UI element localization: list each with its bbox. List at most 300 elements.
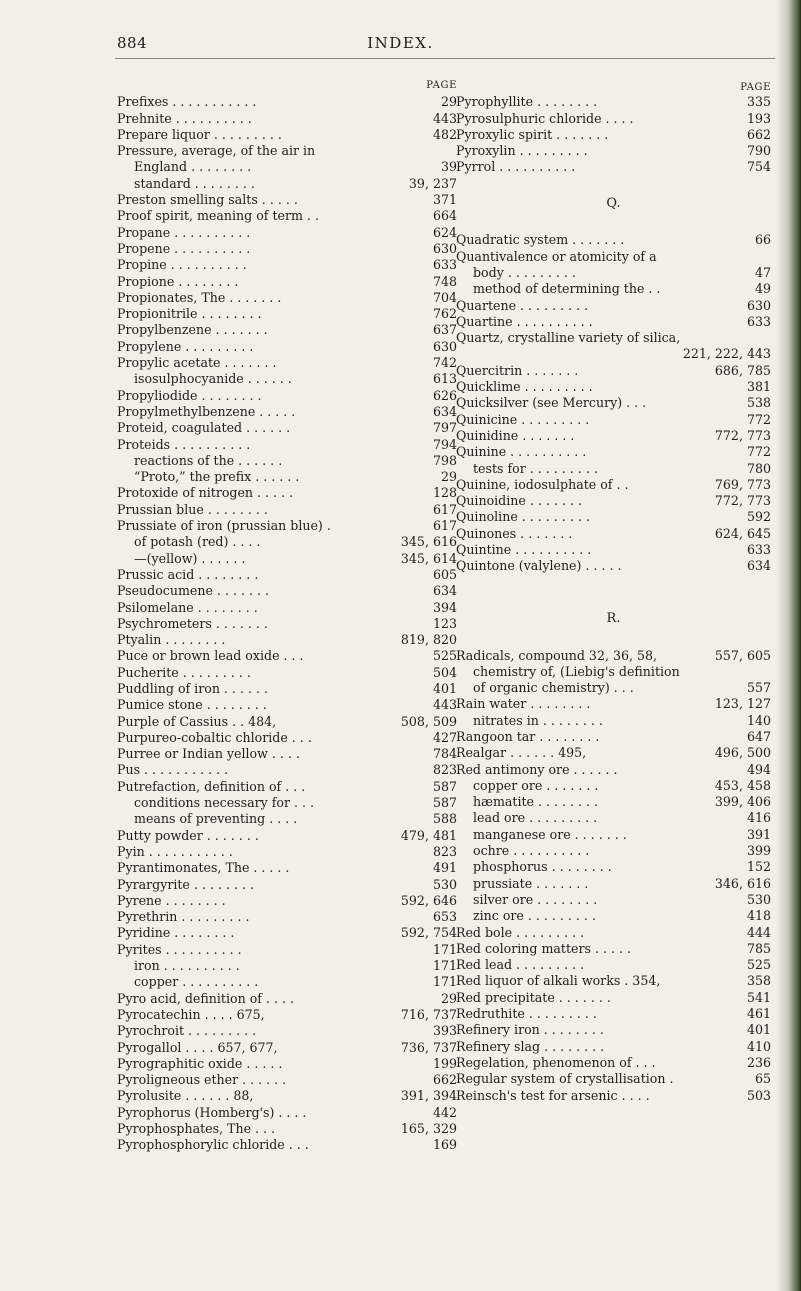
entry-pages: 794 bbox=[432, 436, 457, 452]
index-entry bbox=[456, 542, 771, 558]
entry-term: Refinery slag . . . . . . . . bbox=[456, 1038, 605, 1054]
entry-term: Pyrrol . . . . . . . . . . bbox=[456, 159, 576, 175]
entry-term: Quintone (valylene) . . . . . bbox=[456, 558, 622, 574]
index-entry bbox=[117, 485, 457, 501]
index-entry bbox=[117, 877, 457, 893]
entry-pages: 29 bbox=[440, 990, 457, 1006]
entry-pages: 762 bbox=[432, 306, 457, 322]
entry-pages: 494 bbox=[746, 761, 771, 777]
index-entry bbox=[117, 241, 457, 257]
entry-pages: 525 bbox=[432, 648, 457, 664]
entry-term: lead ore . . . . . . . . . bbox=[473, 810, 598, 826]
entry-term: Prussic acid . . . . . . . . bbox=[117, 566, 259, 582]
book-spine-edge bbox=[777, 0, 801, 1291]
index-entry bbox=[456, 461, 771, 477]
entry-pages: 335 bbox=[746, 94, 771, 110]
entry-pages: 617 bbox=[432, 518, 457, 534]
entry-pages: 503 bbox=[746, 1087, 771, 1103]
entry-pages: 630 bbox=[432, 338, 457, 354]
entry-pages: 140 bbox=[746, 712, 771, 728]
entry-pages: 165, 329 bbox=[400, 1121, 457, 1136]
index-entry bbox=[456, 1022, 771, 1038]
index-entry bbox=[456, 778, 771, 794]
entry-pages: 530 bbox=[432, 876, 457, 892]
entry-term: Rangoon tar . . . . . . . . bbox=[456, 728, 600, 744]
entry-pages: 686, 785 bbox=[714, 362, 771, 378]
entry-pages: 630 bbox=[432, 240, 457, 256]
index-entry bbox=[117, 665, 457, 681]
index-entry bbox=[117, 714, 457, 730]
entry-term: body . . . . . . . . . bbox=[473, 264, 576, 280]
index-entry bbox=[456, 281, 771, 297]
entry-term: Proteids . . . . . . . . . . bbox=[117, 436, 251, 452]
entry-pages: 588 bbox=[432, 811, 457, 827]
entry-term: copper ore . . . . . . . bbox=[473, 777, 599, 793]
entry-pages: 617 bbox=[432, 501, 457, 517]
q-entry-list bbox=[456, 232, 771, 574]
entry-pages: 637 bbox=[432, 322, 457, 338]
entry-term: Quinicine . . . . . . . . . bbox=[456, 411, 590, 427]
entry-term: Realgar . . . . . . 495, bbox=[456, 745, 587, 761]
entry-term: —(yellow) . . . . . . bbox=[134, 550, 246, 566]
entry-term: Propyliodide . . . . . . . . bbox=[117, 387, 262, 403]
index-entry bbox=[117, 616, 457, 632]
entry-term: prussiate . . . . . . . bbox=[473, 875, 589, 891]
index-entry bbox=[456, 990, 771, 1006]
entry-pages: 633 bbox=[432, 257, 457, 273]
entry-term: silver ore . . . . . . . . bbox=[473, 891, 598, 907]
entry-pages: 47 bbox=[754, 264, 771, 280]
index-entry bbox=[117, 94, 457, 110]
entry-pages: 784 bbox=[432, 746, 457, 762]
entry-term: “Proto,” the prefix . . . . . . bbox=[134, 469, 300, 485]
index-entry bbox=[117, 974, 457, 990]
entry-pages: 587 bbox=[432, 778, 457, 794]
index-entry bbox=[117, 958, 457, 974]
index-entry bbox=[117, 274, 457, 290]
entry-term: Prussian blue . . . . . . . . bbox=[117, 501, 268, 517]
index-entry bbox=[117, 502, 457, 518]
entry-pages: 634 bbox=[746, 558, 771, 574]
index-entry bbox=[117, 306, 457, 322]
entry-pages: 401 bbox=[432, 680, 457, 696]
left-entry-list bbox=[117, 94, 457, 1153]
entry-pages: 504 bbox=[432, 664, 457, 680]
entry-term: Propione . . . . . . . . bbox=[117, 273, 239, 289]
entry-pages: 443 bbox=[432, 110, 457, 126]
entry-pages: 345, 616 bbox=[400, 534, 457, 550]
index-entry bbox=[456, 892, 771, 908]
entry-term: Quercitrin . . . . . . . bbox=[456, 362, 579, 378]
entry-pages: 479, 481 bbox=[400, 827, 457, 843]
entry-pages: 772, 773 bbox=[714, 427, 771, 443]
entry-pages: 418 bbox=[746, 908, 771, 924]
index-entry bbox=[456, 428, 771, 444]
index-entry bbox=[117, 469, 457, 485]
entry-term: Quinine, iodosulphate of . . bbox=[456, 476, 629, 492]
r-entry-list bbox=[456, 648, 771, 1104]
index-entry bbox=[117, 339, 457, 355]
entry-term: Regelation, phenomenon of . . . bbox=[456, 1054, 656, 1070]
index-entry bbox=[117, 991, 457, 1007]
entry-pages: 461 bbox=[746, 1006, 771, 1022]
index-entry bbox=[117, 860, 457, 876]
entry-term: Quicksilver (see Mercury) . . . bbox=[456, 395, 647, 411]
entry-pages: 427 bbox=[432, 729, 457, 745]
index-entry bbox=[117, 143, 457, 159]
index-entry bbox=[117, 225, 457, 241]
entry-pages: 442 bbox=[432, 1104, 457, 1120]
index-entry bbox=[117, 762, 457, 778]
index-entry bbox=[117, 697, 457, 713]
entry-pages: 381 bbox=[746, 379, 771, 395]
index-entry bbox=[456, 526, 771, 542]
entry-term: Red coloring matters . . . . . bbox=[456, 940, 632, 956]
index-entry bbox=[117, 730, 457, 746]
entry-pages: 624 bbox=[432, 224, 457, 240]
index-entry bbox=[456, 973, 771, 989]
entry-term: Red lead . . . . . . . . . bbox=[456, 957, 585, 973]
entry-term: Redruthite . . . . . . . . . bbox=[456, 1006, 597, 1022]
entry-term: Propene . . . . . . . . . . bbox=[117, 240, 251, 256]
index-entry bbox=[117, 779, 457, 795]
index-entry bbox=[117, 322, 457, 338]
entry-term: Pyrographitic oxide . . . . . bbox=[117, 1055, 283, 1071]
entry-term: Pyrophorus (Homberg's) . . . . bbox=[117, 1104, 307, 1120]
entry-pages: 123 bbox=[432, 615, 457, 631]
entry-pages: 496, 500 bbox=[714, 745, 771, 761]
index-entry bbox=[456, 648, 771, 664]
entry-pages: 613 bbox=[432, 371, 457, 387]
entry-pages: 736, 737 bbox=[400, 1039, 457, 1055]
page-number: 884 bbox=[117, 34, 148, 52]
index-entry bbox=[456, 346, 771, 362]
entry-term: Pyroxylin . . . . . . . . . bbox=[456, 143, 588, 159]
entry-pages: 592 bbox=[746, 509, 771, 525]
entry-term: Pyrargyrite . . . . . . . . bbox=[117, 876, 254, 892]
entry-pages: 772 bbox=[746, 411, 771, 427]
entry-pages: 399 bbox=[746, 843, 771, 859]
entry-pages: 748 bbox=[432, 273, 457, 289]
entry-pages: 716, 737 bbox=[400, 1006, 457, 1022]
section-heading-q: Q. bbox=[606, 196, 621, 212]
right-column bbox=[456, 78, 771, 1104]
entry-pages: 819, 820 bbox=[400, 632, 457, 648]
entry-term: Red antimony ore . . . . . . bbox=[456, 761, 618, 777]
index-entry bbox=[117, 844, 457, 860]
entry-pages: 785 bbox=[746, 940, 771, 956]
index-entry bbox=[117, 159, 457, 175]
entry-term: Prefixes . . . . . . . . . . . bbox=[117, 94, 257, 110]
entry-pages: 653 bbox=[432, 909, 457, 925]
index-entry bbox=[117, 746, 457, 762]
entry-term: tests for . . . . . . . . . bbox=[473, 460, 598, 476]
entry-term: Protoxide of nitrogen . . . . . bbox=[117, 485, 294, 501]
index-entry bbox=[117, 371, 457, 387]
entry-term: Quadratic system . . . . . . . bbox=[456, 232, 625, 248]
entry-pages: 199 bbox=[432, 1055, 457, 1071]
entry-term: Proof spirit, meaning of term . . bbox=[117, 208, 319, 224]
index-entry bbox=[117, 1007, 457, 1023]
entry-pages: 557 bbox=[746, 680, 771, 696]
entry-term: Pyrogallol . . . . 657, 677, bbox=[117, 1039, 278, 1055]
entry-pages: 633 bbox=[746, 542, 771, 558]
index-entry bbox=[117, 388, 457, 404]
index-entry bbox=[456, 298, 771, 314]
entry-term: Pyro acid, definition of . . . . bbox=[117, 990, 294, 1006]
entry-term: phosphorus . . . . . . . . bbox=[473, 859, 612, 875]
entry-pages: 29 bbox=[440, 469, 457, 485]
index-entry bbox=[456, 1055, 771, 1071]
index-entry bbox=[456, 444, 771, 460]
index-entry bbox=[456, 94, 771, 110]
entry-term: Ptyalin . . . . . . . . bbox=[117, 632, 226, 648]
entry-term: Propane . . . . . . . . . . bbox=[117, 224, 251, 240]
entry-term: Propylene . . . . . . . . . bbox=[117, 338, 254, 354]
entry-term: chemistry of, (Liebig's definition bbox=[473, 663, 680, 679]
entry-term: Quartz, crystalline variety of silica, bbox=[456, 330, 681, 346]
index-entry bbox=[117, 567, 457, 583]
entry-pages: 394 bbox=[432, 599, 457, 615]
entry-pages: 410 bbox=[746, 1038, 771, 1054]
index-entry bbox=[117, 208, 457, 224]
entry-term: Propionitrile . . . . . . . . bbox=[117, 306, 262, 322]
entry-pages: 221, 222, 443 bbox=[682, 346, 771, 362]
index-entry bbox=[456, 314, 771, 330]
index-entry bbox=[117, 811, 457, 827]
entry-term: Pyrene . . . . . . . . bbox=[117, 892, 226, 908]
entry-term: Propylbenzene . . . . . . . bbox=[117, 322, 268, 338]
entry-pages: 798 bbox=[432, 452, 457, 468]
index-entry bbox=[117, 1088, 457, 1104]
entry-pages: 128 bbox=[432, 485, 457, 501]
index-entry bbox=[117, 534, 457, 550]
entry-term: Reinsch's test for arsenic . . . . bbox=[456, 1087, 650, 1103]
entry-term: Prepare liquor . . . . . . . . . bbox=[117, 126, 282, 142]
entry-term: Quinine . . . . . . . . . . bbox=[456, 444, 587, 460]
entry-term: of organic chemistry) . . . bbox=[473, 680, 634, 696]
entry-pages: 393 bbox=[432, 1023, 457, 1039]
index-entry bbox=[117, 681, 457, 697]
index-entry bbox=[456, 232, 771, 248]
entry-term: method of determining the . . bbox=[473, 281, 661, 297]
entry-term: Purple of Cassius . . 484, bbox=[117, 713, 277, 729]
index-entry bbox=[456, 249, 771, 265]
entry-pages: 346, 616 bbox=[714, 875, 771, 891]
index-entry bbox=[117, 909, 457, 925]
entry-pages: 823 bbox=[432, 762, 457, 778]
entry-pages: 530 bbox=[746, 891, 771, 907]
entry-pages: 742 bbox=[432, 355, 457, 371]
entry-pages: 65 bbox=[754, 1071, 771, 1087]
entry-pages: 662 bbox=[746, 126, 771, 142]
entry-pages: 453, 458 bbox=[714, 777, 771, 793]
entry-term: nitrates in . . . . . . . . bbox=[473, 712, 603, 728]
entry-pages: 626 bbox=[432, 387, 457, 403]
entry-pages: 401 bbox=[746, 1022, 771, 1038]
index-entry bbox=[456, 827, 771, 843]
entry-term: Puddling of iron . . . . . . bbox=[117, 680, 268, 696]
entry-term: copper . . . . . . . . . . bbox=[134, 974, 259, 990]
index-entry bbox=[117, 355, 457, 371]
index-entry bbox=[456, 762, 771, 778]
index-entry bbox=[456, 395, 771, 411]
running-title: INDEX. bbox=[367, 34, 434, 52]
entry-pages: 371 bbox=[432, 192, 457, 208]
entry-term: hæmatite . . . . . . . . bbox=[473, 794, 599, 810]
entry-pages: 633 bbox=[746, 313, 771, 329]
entry-term: Pyrethrin . . . . . . . . . bbox=[117, 909, 250, 925]
entry-pages: 171 bbox=[432, 974, 457, 990]
index-entry bbox=[456, 412, 771, 428]
entry-term: iron . . . . . . . . . . bbox=[134, 958, 240, 974]
entry-term: Pseudocumene . . . . . . . bbox=[117, 583, 269, 599]
index-entry bbox=[456, 558, 771, 574]
index-entry bbox=[456, 1039, 771, 1055]
entry-pages: 630 bbox=[746, 297, 771, 313]
index-entry bbox=[117, 551, 457, 567]
index-entry bbox=[456, 713, 771, 729]
entry-term: reactions of the . . . . . . bbox=[134, 452, 283, 468]
entry-term: Purree or Indian yellow . . . . bbox=[117, 746, 300, 762]
index-entry bbox=[117, 1040, 457, 1056]
entry-term: Quantivalence or atomicity of a bbox=[456, 248, 657, 264]
entry-term: Radicals, compound 32, 36, 58, bbox=[456, 647, 658, 663]
entry-term: Pyrophosphorylic chloride . . . bbox=[117, 1137, 309, 1153]
index-entry bbox=[117, 176, 457, 192]
entry-pages: 391, 394 bbox=[400, 1088, 457, 1104]
entry-pages: 592, 646 bbox=[400, 892, 457, 908]
index-entry bbox=[456, 265, 771, 281]
index-entry bbox=[117, 257, 457, 273]
entry-term: Propine . . . . . . . . . . bbox=[117, 257, 247, 273]
entry-term: Propylic acetate . . . . . . . bbox=[117, 355, 277, 371]
entry-term: Quinoidine . . . . . . . bbox=[456, 493, 582, 509]
entry-term: Putrefaction, definition of . . . bbox=[117, 778, 306, 794]
entry-pages: 769, 773 bbox=[714, 476, 771, 492]
index-entry bbox=[456, 363, 771, 379]
index-entry bbox=[456, 1006, 771, 1022]
index-entry bbox=[117, 583, 457, 599]
index-entry bbox=[117, 925, 457, 941]
entry-term: Propylmethylbenzene . . . . . bbox=[117, 403, 296, 419]
entry-pages: 538 bbox=[746, 395, 771, 411]
index-entry bbox=[117, 1105, 457, 1121]
entry-term: Pyrolusite . . . . . . 88, bbox=[117, 1088, 254, 1104]
entry-term: Quinones . . . . . . . bbox=[456, 525, 573, 541]
index-entry bbox=[117, 632, 457, 648]
entry-pages: 345, 614 bbox=[400, 550, 457, 566]
index-entry bbox=[117, 420, 457, 436]
entry-pages: 399, 406 bbox=[714, 794, 771, 810]
entry-term: Rain water . . . . . . . . bbox=[456, 696, 591, 712]
index-entry bbox=[456, 859, 771, 875]
index-entry bbox=[456, 664, 771, 680]
index-entry bbox=[456, 330, 771, 346]
index-entry bbox=[456, 680, 771, 696]
index-entry bbox=[456, 957, 771, 973]
index-entry bbox=[456, 509, 771, 525]
index-entry bbox=[456, 493, 771, 509]
entry-term: Red liquor of alkali works . 354, bbox=[456, 973, 661, 989]
entry-term: Psychrometers . . . . . . . bbox=[117, 615, 268, 631]
index-entry bbox=[456, 810, 771, 826]
entry-term: Pyrantimonates, The . . . . . bbox=[117, 860, 290, 876]
entry-term: Quintine . . . . . . . . . . bbox=[456, 542, 592, 558]
index-entry bbox=[117, 518, 457, 534]
index-entry bbox=[117, 192, 457, 208]
entry-pages: 491 bbox=[432, 860, 457, 876]
entry-term: Pyrosulphuric chloride . . . . bbox=[456, 110, 634, 126]
entry-term: Preston smelling salts . . . . . bbox=[117, 192, 298, 208]
index-entry bbox=[456, 876, 771, 892]
entry-pages: 624, 645 bbox=[714, 525, 771, 541]
entry-term: means of preventing . . . . bbox=[134, 811, 298, 827]
entry-term: Purpureo-cobaltic chloride . . . bbox=[117, 729, 312, 745]
entry-pages: 557, 605 bbox=[714, 647, 771, 663]
entry-term: Red bole . . . . . . . . . bbox=[456, 924, 585, 940]
page-column-label bbox=[456, 78, 771, 94]
entry-pages: 66 bbox=[754, 232, 771, 248]
index-entry bbox=[456, 1088, 771, 1104]
index-entry bbox=[117, 453, 457, 469]
entry-term: Quinidine . . . . . . . bbox=[456, 427, 575, 443]
entry-pages: 634 bbox=[432, 583, 457, 599]
index-entry bbox=[117, 795, 457, 811]
entry-pages: 647 bbox=[746, 728, 771, 744]
index-entry bbox=[117, 111, 457, 127]
entry-term: Red precipitate . . . . . . . bbox=[456, 989, 611, 1005]
entry-pages: 193 bbox=[746, 110, 771, 126]
index-entry bbox=[456, 908, 771, 924]
index-entry bbox=[117, 404, 457, 420]
entry-term: Puce or brown lead oxide . . . bbox=[117, 648, 304, 664]
entry-term: England . . . . . . . . bbox=[134, 159, 252, 175]
entry-pages: 29 bbox=[440, 94, 457, 110]
entry-pages: 482 bbox=[432, 126, 457, 142]
entry-pages: 541 bbox=[746, 989, 771, 1005]
index-entry bbox=[456, 941, 771, 957]
index-entry bbox=[117, 1056, 457, 1072]
index-entry bbox=[456, 843, 771, 859]
entry-pages: 152 bbox=[746, 859, 771, 875]
index-entry bbox=[117, 1137, 457, 1153]
entry-pages: 416 bbox=[746, 810, 771, 826]
index-entry bbox=[117, 1023, 457, 1039]
index-entry bbox=[456, 745, 771, 761]
entry-pages: 358 bbox=[746, 973, 771, 989]
index-entry bbox=[456, 143, 771, 159]
entry-term: Pyrophosphates, The . . . bbox=[117, 1121, 276, 1136]
entry-pages: 443 bbox=[432, 697, 457, 713]
index-entry bbox=[117, 600, 457, 616]
index-entry bbox=[117, 1072, 457, 1088]
entry-term: Pyrochroit . . . . . . . . . bbox=[117, 1023, 257, 1039]
entry-term: Pyridine . . . . . . . . bbox=[117, 925, 235, 941]
index-entry bbox=[456, 477, 771, 493]
entry-term: Quicklime . . . . . . . . . bbox=[456, 379, 593, 395]
index-entry bbox=[117, 127, 457, 143]
entry-pages: 772, 773 bbox=[714, 493, 771, 509]
index-entry bbox=[117, 1121, 457, 1137]
entry-pages: 592, 754 bbox=[400, 925, 457, 941]
entry-term: Pus . . . . . . . . . . . bbox=[117, 762, 229, 778]
index-entry bbox=[456, 925, 771, 941]
entry-term: Prehnite . . . . . . . . . . bbox=[117, 110, 252, 126]
entry-pages: 391 bbox=[746, 826, 771, 842]
index-entry bbox=[117, 437, 457, 453]
entry-pages: 797 bbox=[432, 420, 457, 436]
